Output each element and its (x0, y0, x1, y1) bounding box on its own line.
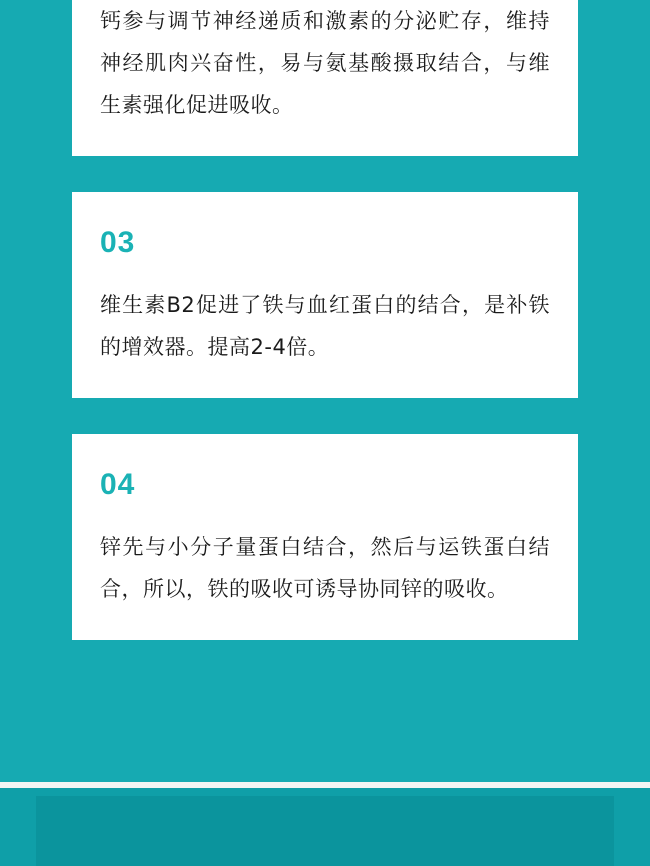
bottom-band (0, 788, 650, 866)
card-number-label: 03 (100, 226, 136, 259)
card-number-label: 04 (100, 468, 136, 501)
content-card-04 (72, 434, 578, 640)
card-gap (72, 398, 578, 434)
bottom-band-inner (36, 796, 614, 866)
content-card-continued (72, 0, 578, 156)
left-rail (0, 0, 72, 866)
card-list (72, 0, 578, 692)
right-rail (578, 0, 650, 866)
card-body-text: 锌先与小分子量蛋白结合，然后与运铁蛋白结合，所以，铁的吸收可诱导协同锌的吸收。 (100, 535, 550, 601)
card-gap (72, 156, 578, 192)
card-body-text: 维生素B2促进了铁与血红蛋白的结合，是补铁的增效器。提高2-4倍。 (100, 293, 550, 359)
card-body-text: 钙参与调节神经递质和激素的分泌贮存，维持神经肌肉兴奋性，易与氨基酸摄取结合，与维生素强化促进吸收。 (100, 9, 550, 117)
content-card-03 (72, 192, 578, 398)
bottom-spacer (72, 640, 578, 692)
